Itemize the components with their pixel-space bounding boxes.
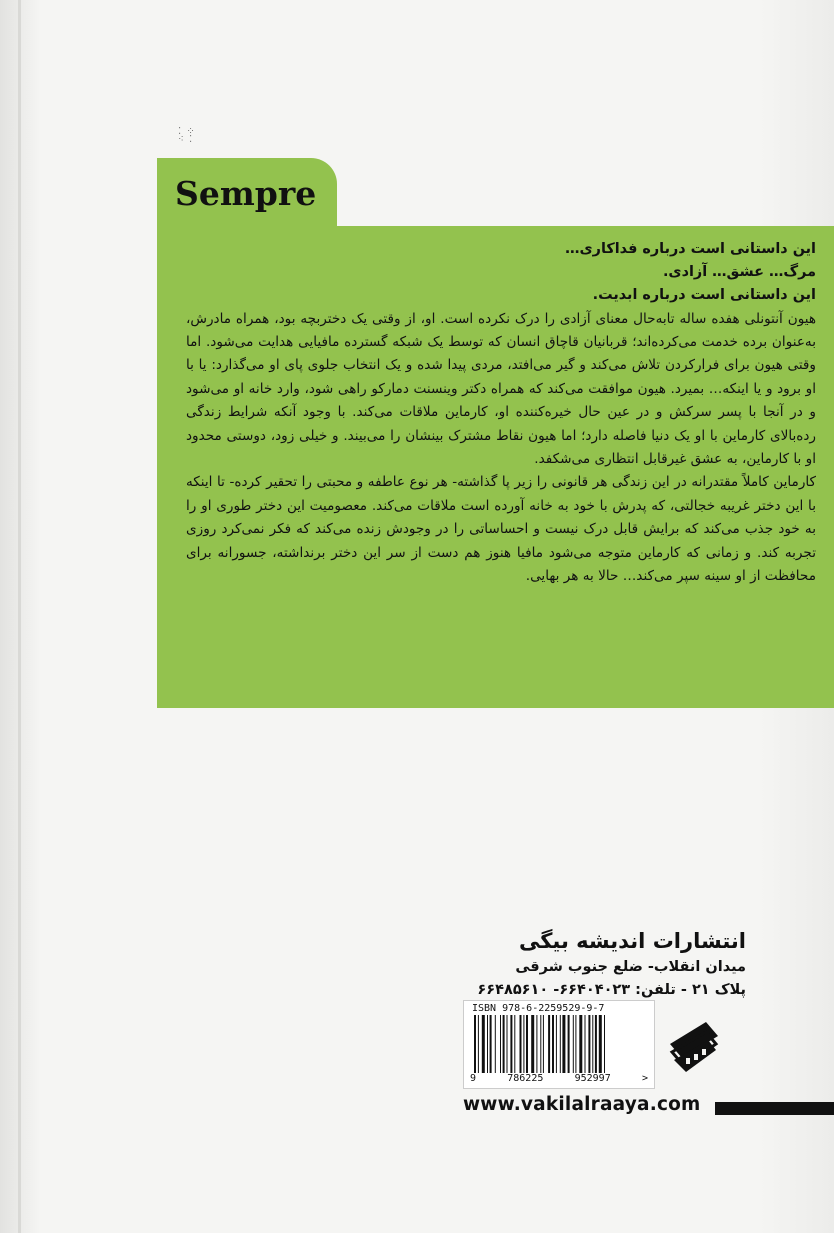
publisher-address: میدان انقلاب- ضلع جنوب شرقی [515, 959, 746, 975]
barcode-digit-end: > [641, 1073, 648, 1084]
book-stack-logo-icon [666, 1016, 722, 1074]
publisher-website: www.vakilalraaya.com [463, 1094, 701, 1115]
tagline-1: این داستانی است درباره فداکاری… [565, 241, 816, 257]
book-title: Sempre [175, 174, 317, 213]
synopsis-text [186, 238, 816, 588]
tagline-2: مرگ… عشق… آزادی. [662, 264, 816, 281]
barcode-digits [470, 1073, 648, 1084]
barcode-digit-group-2: 952997 [574, 1073, 611, 1084]
tagline-3: این داستانی است درباره ابدیت. [592, 287, 816, 304]
description-paragraph-2: کارماین کاملاً مقتدرانه در این زندگی هر قانونی را زیر پا گذاشته- هر نوع عاطفه و محبتی را تحقیر کرده- تا اینکه با این دختر غریبه خجالتی، که پدرش با خود به خانه آورده است ملاقات می‌کند. معصومیت این دختر طوری او را به خود جذب می‌کند که برایش قابل درک نیست و احساساتی را در وجودش زنده می‌کند که فکر نمی‌کرد روزی تجربه کند. و زمانی که کارماین متوجه می‌شود مافیا هنوز هم دست از سر این دختر برنداشته، جسورانه برای محافظت از او سینه سپر می‌کند… حالا به هر بهایی. [186, 474, 816, 585]
barcode [463, 1000, 655, 1089]
isbn-label: ISBN 978-6-2259529-9-7 [472, 1003, 605, 1014]
spine-edge [18, 0, 21, 1233]
website-underline-bar [715, 1102, 834, 1115]
description-paragraph-1: هیون آنتونلی هفده ساله تابه‌حال معنای آزادی را درک نکرده است. او، از وقتی یک دختربچه بود، همراه مادرش، به‌عنوان برده خدمت می‌کرده‌اند؛ قربانیان قاچاق انسان که توسط یک شبکه گسترده مافیایی هدایت می‌شود. اما وقتی هیون برای فرارکردن تلاش می‌کند و گیر می‌افتد، مردی پیدا شده و یک انتخاب جلوی پای او می‌گذارد: یا با او برود و یا اینکه… بمیرد. هیون موافقت می‌کند که همراه دکتر وینسنت دمارکو راهی شود، وارد خانه او می‌شود و در آنجا با پسر سرکش و در عین حال خیره‌کننده او، کارماین ملاقات می‌کند. با وجود آنکه شرایط زندگی رده‌بالای کارماین با او یک دنیا فاصله دارد؛ اما هیون نقاط مشترک بینشان را می‌بیند. و خیلی زود، دوستی محدود او با کارماین، به عشق غیرقابل انتظاری می‌شکفد. [186, 310, 816, 468]
publisher-info [440, 926, 746, 1002]
publisher-name: انتشارات اندیشه بیگی [518, 929, 746, 953]
barcode-digit-group-1: 786225 [507, 1073, 544, 1084]
publisher-phone: پلاک ۲۱ - تلفن: ۶۶۴۰۴۰۲۳- ۶۶۴۸۵۶۱۰ [477, 982, 746, 998]
barcode-digit-lead: 9 [470, 1073, 477, 1084]
barcode-bars [474, 1015, 644, 1073]
dots-icon: ⁚ ⁘ ⁖ ⁚ [178, 126, 196, 145]
